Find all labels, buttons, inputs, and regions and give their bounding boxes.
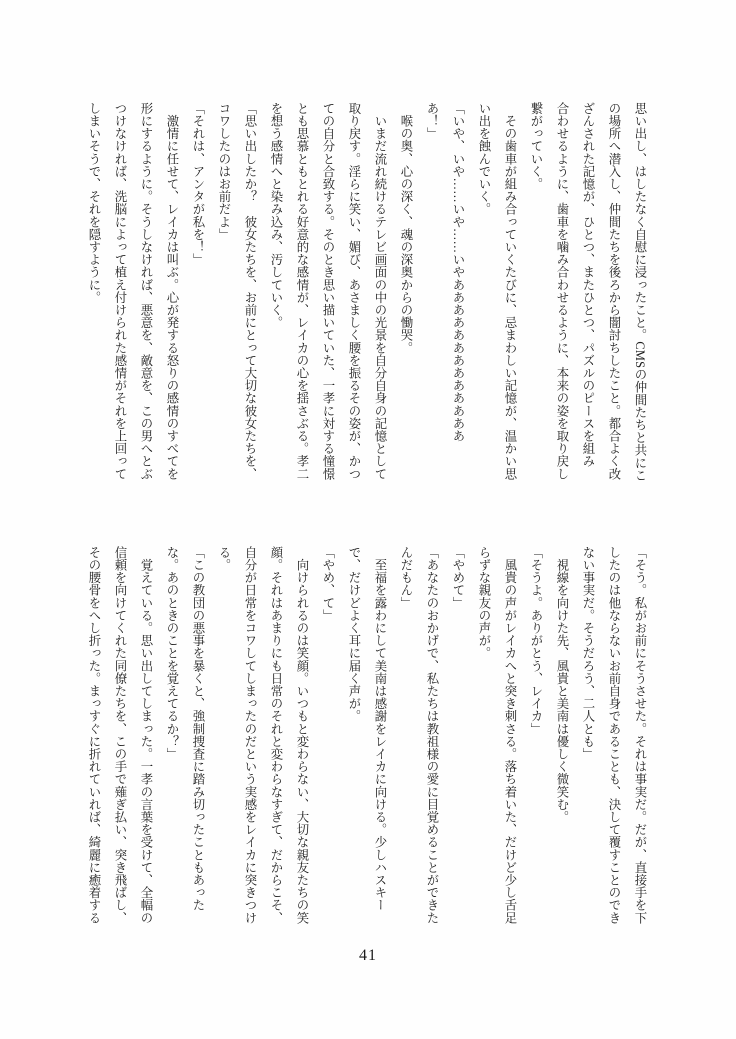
text-line: 信頼を向けてくれた同僚たちを、この手で薙ぎ払い、突き飛ばし、 xyxy=(113,546,127,924)
text-line: 「いや、いや……いや……いやあああああああああああああ xyxy=(451,102,465,443)
text-line: を想う感情へと染み込み、汚していく。 xyxy=(269,102,283,329)
text-line: 「この教団の悪事を暴くと、強制捜査に踏み切ったこともあった xyxy=(191,546,205,912)
text-line: 激情に任せて、レイカは叫ぶ。心が発する怒りの感情のすべてを xyxy=(165,102,179,480)
text-line: その歯車が組み合っていくたびに、忌まわしい記憶が、温かい思 xyxy=(503,102,517,480)
text-line: んだもん」 xyxy=(399,546,413,609)
text-line: 思い出し、はしたなく自慰に浸ったこと。CMSの仲間たちと共にこ xyxy=(633,102,647,482)
text-block-top xyxy=(81,102,653,496)
text-line: ての自分と合致する。そのとき思い描いていた、一孝に対する憧憬 xyxy=(321,102,335,480)
text-line: とも思慕ともとれる好意的な感情が、レイカの心を揺さぶる。孝二 xyxy=(295,102,309,480)
text-line: 「やめ、て」 xyxy=(321,546,335,622)
text-line: 喉の奥、心の深く、魂の深奥からの慟哭。 xyxy=(399,102,413,354)
text-line: しまいそうで、それを隠すように。 xyxy=(87,102,101,304)
text-line: 自分が日常をコワしてしまったのだという実感をレイカに突きつけ xyxy=(243,546,257,924)
text-line: 「あなたのおかげで、私たちは教祖様の愛に目覚めることができた xyxy=(425,546,439,924)
text-line: ない事実だ。そうだろう、二人とも」 xyxy=(581,546,595,761)
text-line: 風貴の声がレイカへと突き刺さる。落ち着いた、だけど少し舌足 xyxy=(503,546,517,924)
text-line: 「やめて」 xyxy=(451,546,465,609)
text-line: コワしたのはお前だよ」 xyxy=(217,102,231,241)
text-line: その腰骨をへし折った。まっすぐに折れていれば、綺麗に癒着する xyxy=(87,546,101,924)
text-line: の場所へ潜入し、仲間たちを後ろから闇討ちしたこと。都合よく改 xyxy=(607,102,621,480)
text-line: 形にするように。そうしなければ、悪意を、敵意を、この男へとぶ xyxy=(139,102,153,480)
text-line: 合わせるように、歯車を噛み合わせるように、本来の姿を取り戻し xyxy=(555,102,569,480)
text-line: 取り戻す。淫らに笑い、媚び、あさましく腰を振るその姿が、かつ xyxy=(347,102,361,480)
text-line: 覚えている。思い出してしまった。一孝の言葉を受けて、全幅の xyxy=(139,546,153,924)
text-line: で、だけどよく耳に届く声が。 xyxy=(347,546,361,723)
text-line: ざんされた記憶が、ひとつ、またひとつ、パズルのピースを組み xyxy=(581,102,595,468)
text-line: いまだ流れ続けるテレビ画面の中の光景を自分自身の記憶として xyxy=(373,102,387,480)
text-line: 「そう。私がお前にそうさせた。それは事実だ。だが、直接手を下 xyxy=(633,546,647,924)
text-line: つけなければ、洗脳によって植え付けられた感情がそれを上回って xyxy=(113,102,127,480)
text-line: 視線を向けた先、風貴と美南は優しく微笑む。 xyxy=(555,546,569,824)
text-block-bottom xyxy=(81,546,653,940)
text-line: る。 xyxy=(217,546,231,572)
text-line: 「そうよ。ありがとう、レイカ」 xyxy=(529,546,543,735)
text-line: い出を蝕んでいく。 xyxy=(477,102,491,216)
text-line: な。あのときのことを覚えてるか？」 xyxy=(165,546,179,761)
text-line: 「思い出したか？ 彼女たちを、お前にとって大切な彼女たちを、 xyxy=(243,102,257,480)
text-line: したのは他ならないお前自身であることも、決して覆すことのでき xyxy=(607,546,621,924)
text-line: らずな親友の声が。 xyxy=(477,546,491,660)
page-number: 41 xyxy=(359,947,377,964)
text-line: 繋がっていく。 xyxy=(529,102,543,191)
text-line: 「それは、アンタが私を！」 xyxy=(191,102,205,266)
text-line: 至福を露わにして美南は感謝をレイカに向ける。少しハスキー xyxy=(373,546,387,912)
text-line: 向けられるのは笑顔。いつもと変わらない、大切な親友たちの笑 xyxy=(295,546,309,924)
text-line: 顔。それはあまりにも日常のそれと変わらなすぎて、だからこそ、 xyxy=(269,546,283,924)
text-line: あ！」 xyxy=(425,102,439,140)
